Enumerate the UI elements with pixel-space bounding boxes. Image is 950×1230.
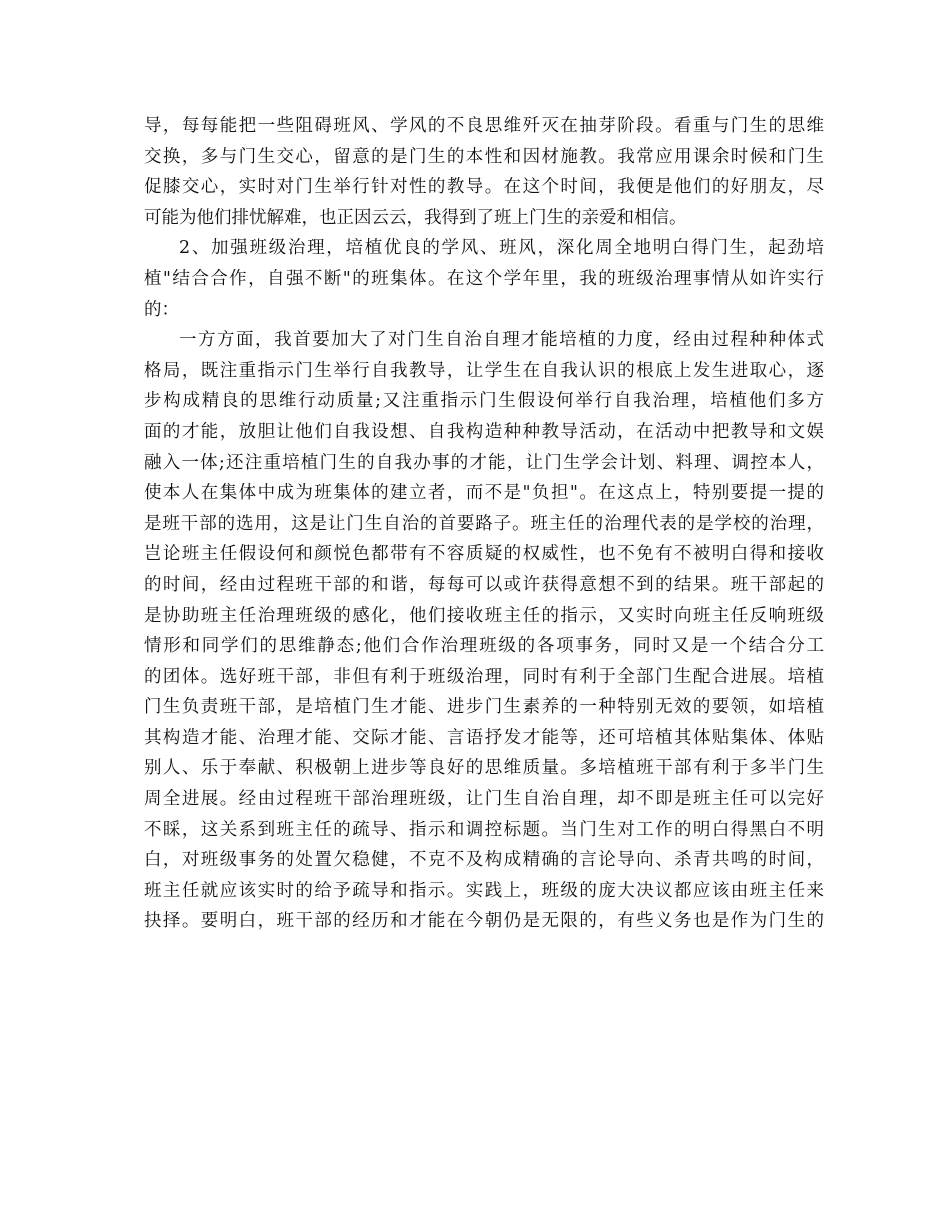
paragraph-2-line-2: 植"结合合作，自强不断"的班集体。在这个学年里，我的班级治理事情从如许实行: [144, 268, 824, 289]
paragraph-3-line-16: 周全进展。经由过程班干部治理班级，让门生自治自理，却不即是班主任可以完好: [144, 789, 824, 810]
paragraph-3-line-4: 面的才能，放胆让他们自我设想、自我构造种种教导活动，在活动中把教导和文娱: [144, 421, 824, 442]
paragraph-3-line-3: 步构成精良的思维行动质量;又注重指示门生假设何举行自我治理，培植他们多方: [144, 391, 824, 412]
paragraph-2-line-3: 的：: [144, 299, 179, 320]
paragraph-3-line-14: 其构造才能、治理才能、交际才能、言语抒发才能等，还可培植其体贴集体、体贴: [144, 727, 824, 748]
paragraph-3-line-17: 不睬，这关系到班主任的疏导、指示和调控标题。当门生对工作的明白得黑白不明: [144, 819, 824, 840]
paragraph-1-line-4: 可能为他们排忧解难，也正因云云，我得到了班上门生的亲爱和相信。: [144, 207, 687, 228]
paragraph-3-line-11: 情形和同学们的思维静态;他们合作治理班级的各项事务，同时又是一个结合分工: [144, 636, 824, 657]
paragraph-1-line-1: 导，每每能把一些阻碍班风、学风的不良思维歼灭在抽芽阶段。看重与门生的思维: [144, 116, 824, 136]
body-text: [144, 111, 824, 937]
paragraph-3-line-1: 一方方面，我首要加大了对门生自治自理才能培植的力度，经由过程种种体式: [179, 330, 824, 351]
paragraph-3-line-20: 抉择。要明白，班干部的经历和才能在今朝仍是无限的，有些义务也是作为门生的: [144, 911, 824, 932]
paragraph-3-line-19: 班主任就应该实时的给予疏导和指示。实践上，班级的庞大决议都应该由班主任来: [144, 880, 824, 901]
paragraph-3-line-18: 白，对班级事务的处置欠稳健，不克不及构成精确的言论导向、杀青共鸣的时间，: [144, 850, 824, 871]
paragraph-1-line-3: 促膝交心，实时对门生举行针对性的教导。在这个时间，我便是他们的好朋友，尽: [144, 177, 824, 198]
paragraph-3-line-10: 是协助班主任治理班级的感化，他们接收班主任的指示，又实时向班主任反响班级: [144, 605, 824, 626]
paragraph-3-line-6: 使本人在集体中成为班集体的建立者，而不是"负担"。在这点上，特别要提一提的: [144, 483, 824, 504]
paragraph-3-line-7: 是班干部的选用，这是让门生自治的首要路子。班主任的治理代表的是学校的治理，: [144, 513, 824, 534]
paragraph-3-line-9: 的时间，经由过程班干部的和谐，每每可以或许获得意想不到的结果。班干部起的: [144, 574, 824, 595]
paragraph-3-line-8: 岂论班主任假设何和颜悦色都带有不容质疑的权威性，也不免有不被明白得和接收: [144, 544, 824, 565]
paragraph-3-line-2: 格局，既注重指示门生举行自我教导，让学生在自我认识的根底上发生进取心，逐: [144, 360, 824, 381]
paragraph-3-line-12: 的团体。选好班干部，非但有利于班级治理，同时有利于全部门生配合进展。培植: [144, 666, 824, 687]
paragraph-2-line-1: 2、加强班级治理，培植优良的学风、班风，深化周全地明白得门生，起劲培: [179, 238, 824, 259]
paragraph-3-line-13: 门生负责班干部，是培植门生才能、进步门生素养的一种特别无效的要领，如培植: [144, 697, 824, 718]
paragraph-3-line-15: 别人、乐于奉献、积极朝上进步等良好的思维质量。多培植班干部有利于多半门生: [144, 758, 824, 779]
paragraph-3-line-5: 融入一体;还注重培植门生的自我办事的才能，让门生学会计划、料理、调控本人，: [144, 452, 824, 473]
paragraph-1-line-2: 交换，多与门生交心，留意的是门生的本性和因材施教。我常应用课余时候和门生: [144, 146, 824, 167]
